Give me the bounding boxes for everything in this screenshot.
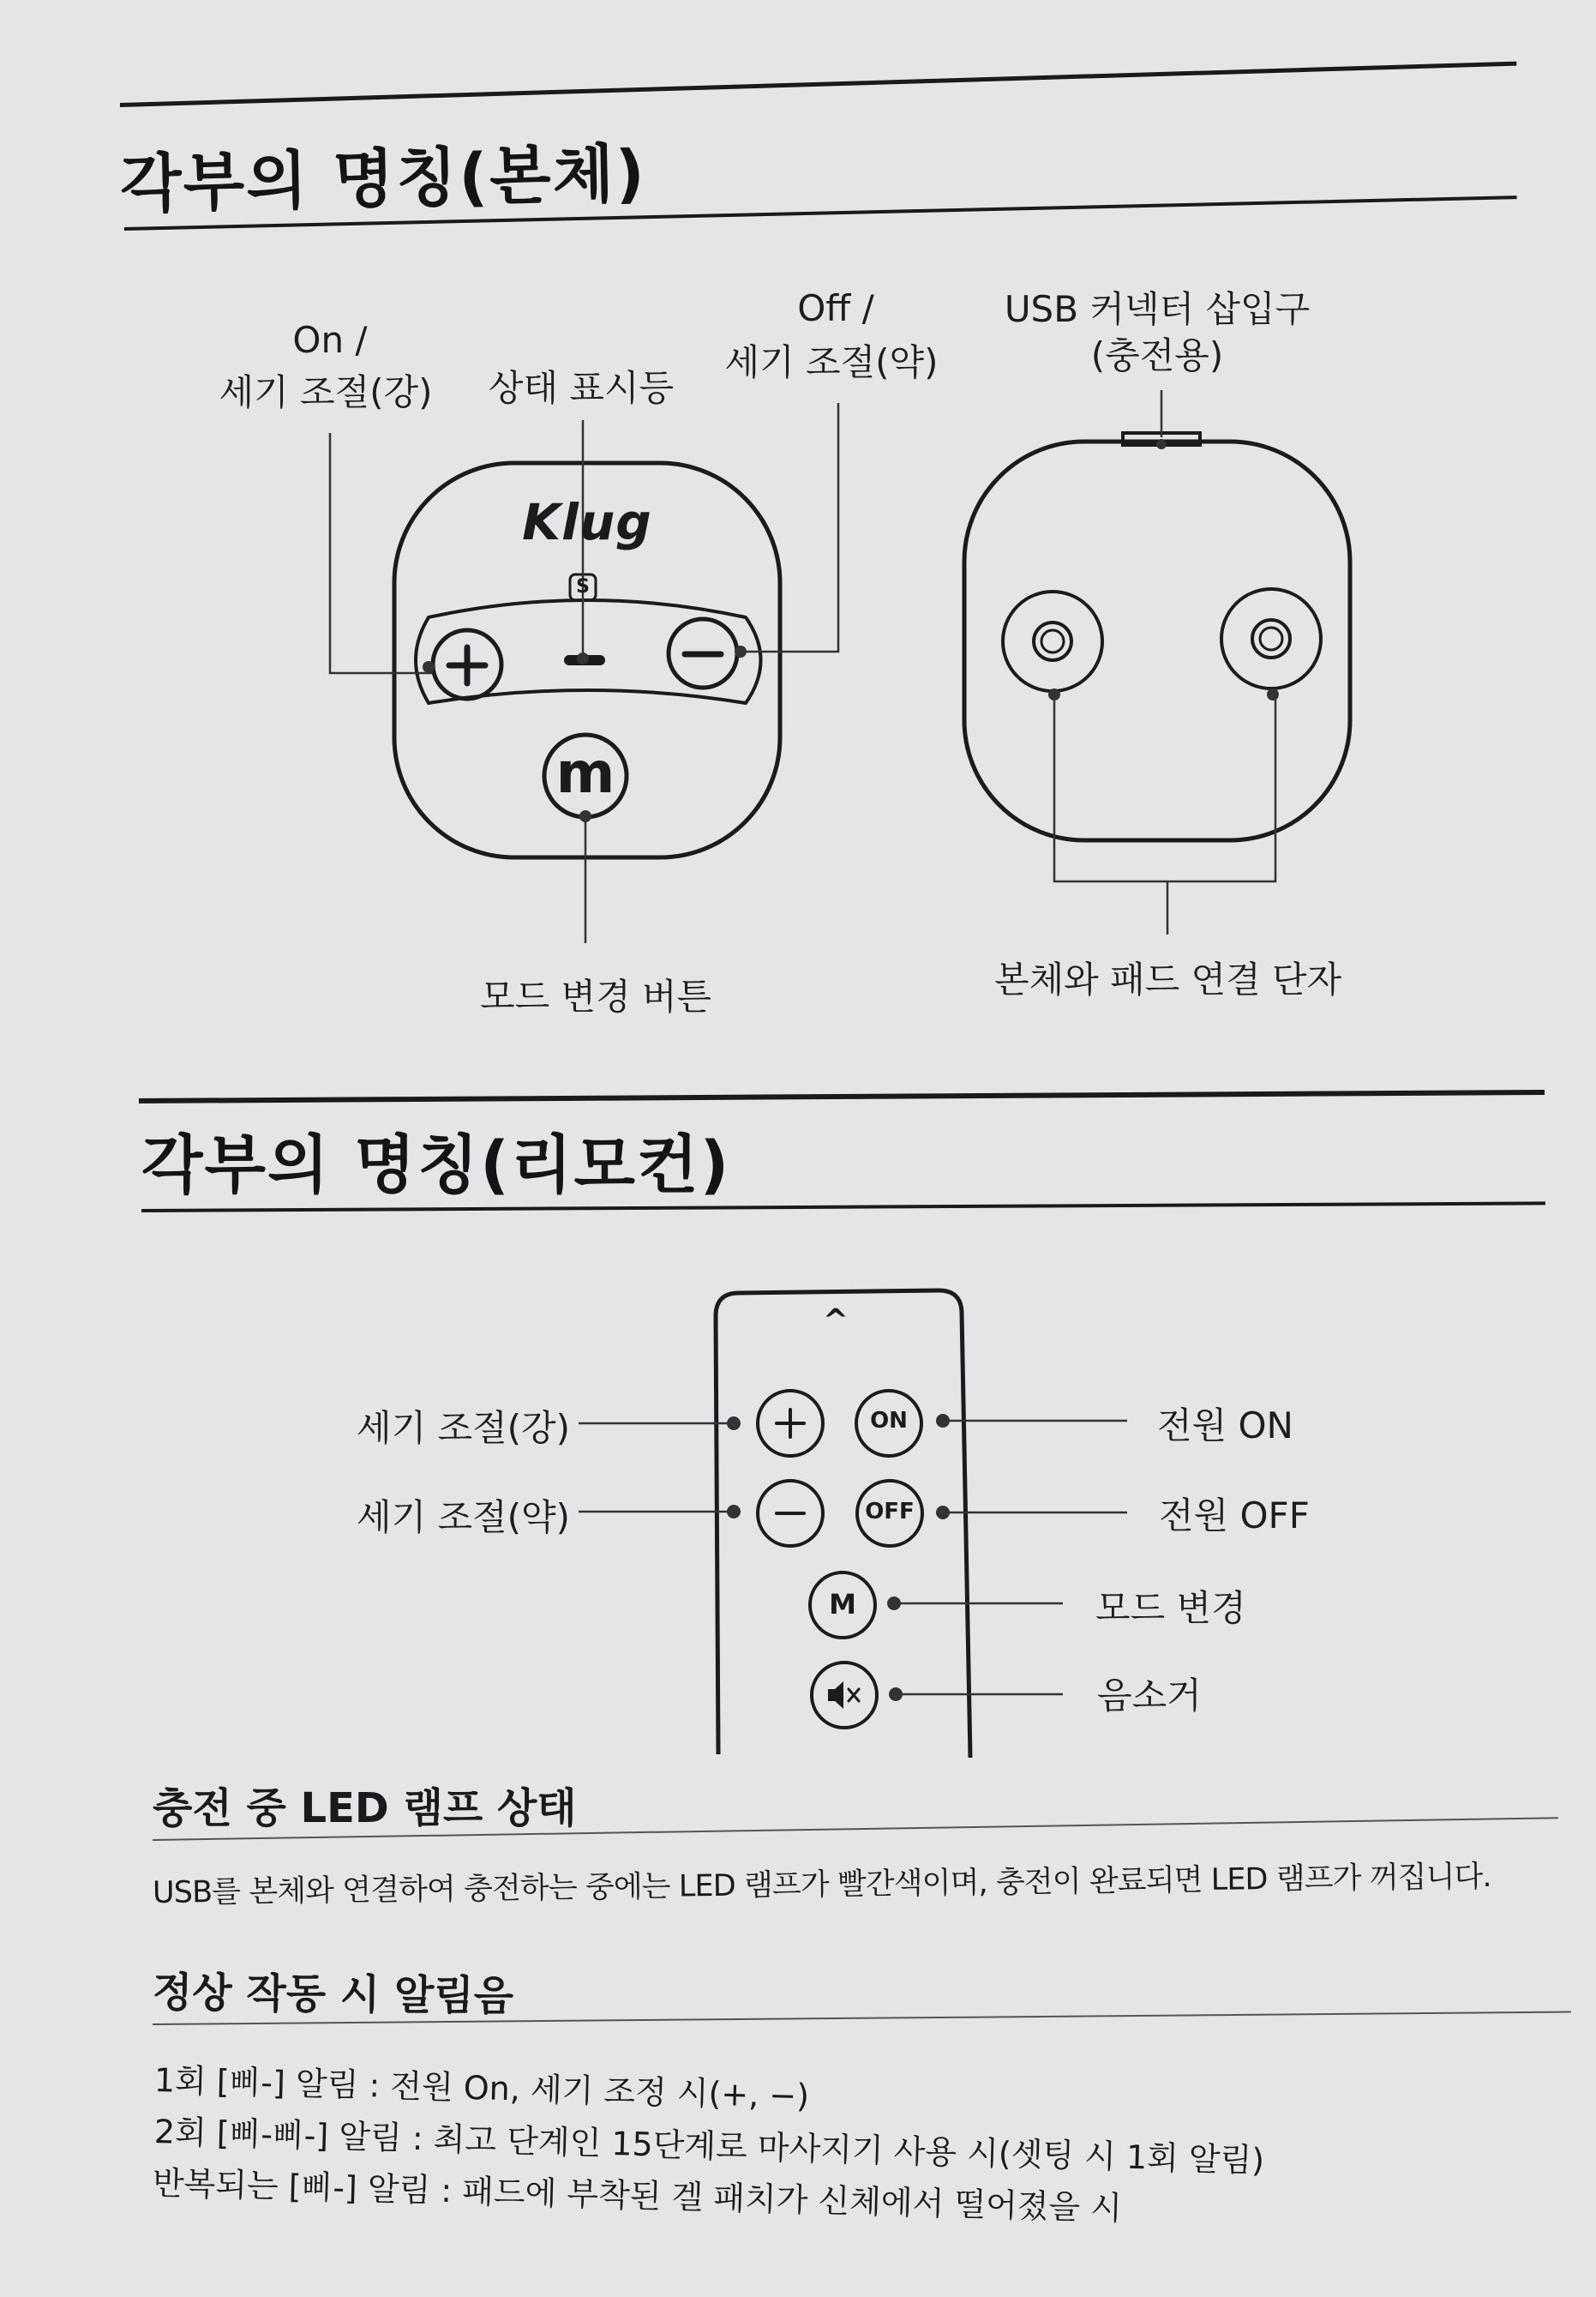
section-title-main-body: 각부의 명칭(본체) xyxy=(119,136,647,222)
label-off-down: Off / xyxy=(797,287,874,329)
section-title-remote: 각부의 명칭(리모컨) xyxy=(141,1128,731,1202)
left-pad-connector-outer xyxy=(1003,592,1102,691)
device-back-body xyxy=(964,442,1350,840)
remote-label-power-on: 전원 ON xyxy=(1157,1404,1293,1446)
label-on-up: On / xyxy=(292,319,368,361)
remote-diagram xyxy=(0,1269,1596,1766)
remote-on-button: ON xyxy=(870,1408,908,1434)
alerts-title: 정상 작동 시 알림음 xyxy=(152,1969,514,2021)
section2-top-rule xyxy=(139,1090,1545,1103)
remote-label-mute: 음소거 xyxy=(1097,1675,1202,1717)
label-pad-connector: 본체와 패드 연결 단자 xyxy=(994,959,1342,1001)
label-intensity-down: 세기 조절(약) xyxy=(724,341,939,383)
alert-item-3: 반복되는 [삐-] 알림 : 패드에 부착된 겔 패치가 신체에서 떨어졌을 시 xyxy=(152,2164,1123,2228)
alert-item-1: 1회 [삐-] 알림 : 전원 On, 세기 조정 시(+, −) xyxy=(153,2061,810,2115)
mute-icon xyxy=(828,1681,859,1709)
remote-label-mode-change: 모드 변경 xyxy=(1095,1587,1246,1629)
label-mode-button: 모드 변경 버튼 xyxy=(480,976,712,1018)
label-intensity-up: 세기 조절(강) xyxy=(219,371,433,413)
right-pad-connector-outer xyxy=(1221,589,1321,688)
brand-logo: Klug xyxy=(522,493,652,551)
device-diagram xyxy=(0,0,1596,1072)
remote-label-intensity-up: 세기 조절(강) xyxy=(357,1407,570,1449)
label-status-led: 상태 표시등 xyxy=(488,367,675,409)
remote-top-glyph: ^ xyxy=(822,1303,849,1338)
remote-mode-button: M xyxy=(829,1588,856,1621)
right-pad-connector-inner xyxy=(1252,620,1290,658)
label-usb-charging: (충전용) xyxy=(1090,334,1224,376)
remote-off-button: OFF xyxy=(865,1499,915,1524)
remote-label-intensity-down: 세기 조절(약) xyxy=(357,1496,570,1538)
charging-text: USB를 본체와 연결하여 충전하는 중에는 LED 램프가 빨간색이며, 충전이 완료되면 LED 램프가 꺼집니다. xyxy=(152,1859,1491,1910)
charging-title: 충전 중 LED 램프 상태 xyxy=(153,1784,577,1832)
remote-mute-ring xyxy=(812,1663,877,1728)
remote-label-power-off: 전원 OFF xyxy=(1159,1494,1310,1536)
alert-item-2: 2회 [삐-삐-] 알림 : 최고 단계인 15단계로 마사지기 사용 시(셋팅 시 1회 알림) xyxy=(153,2113,1265,2180)
mode-button: m xyxy=(555,740,615,806)
left-pad-connector-inner xyxy=(1034,622,1071,660)
s-badge: S xyxy=(576,576,590,598)
label-usb-port: USB 커넥터 삽입구 xyxy=(1004,288,1311,330)
